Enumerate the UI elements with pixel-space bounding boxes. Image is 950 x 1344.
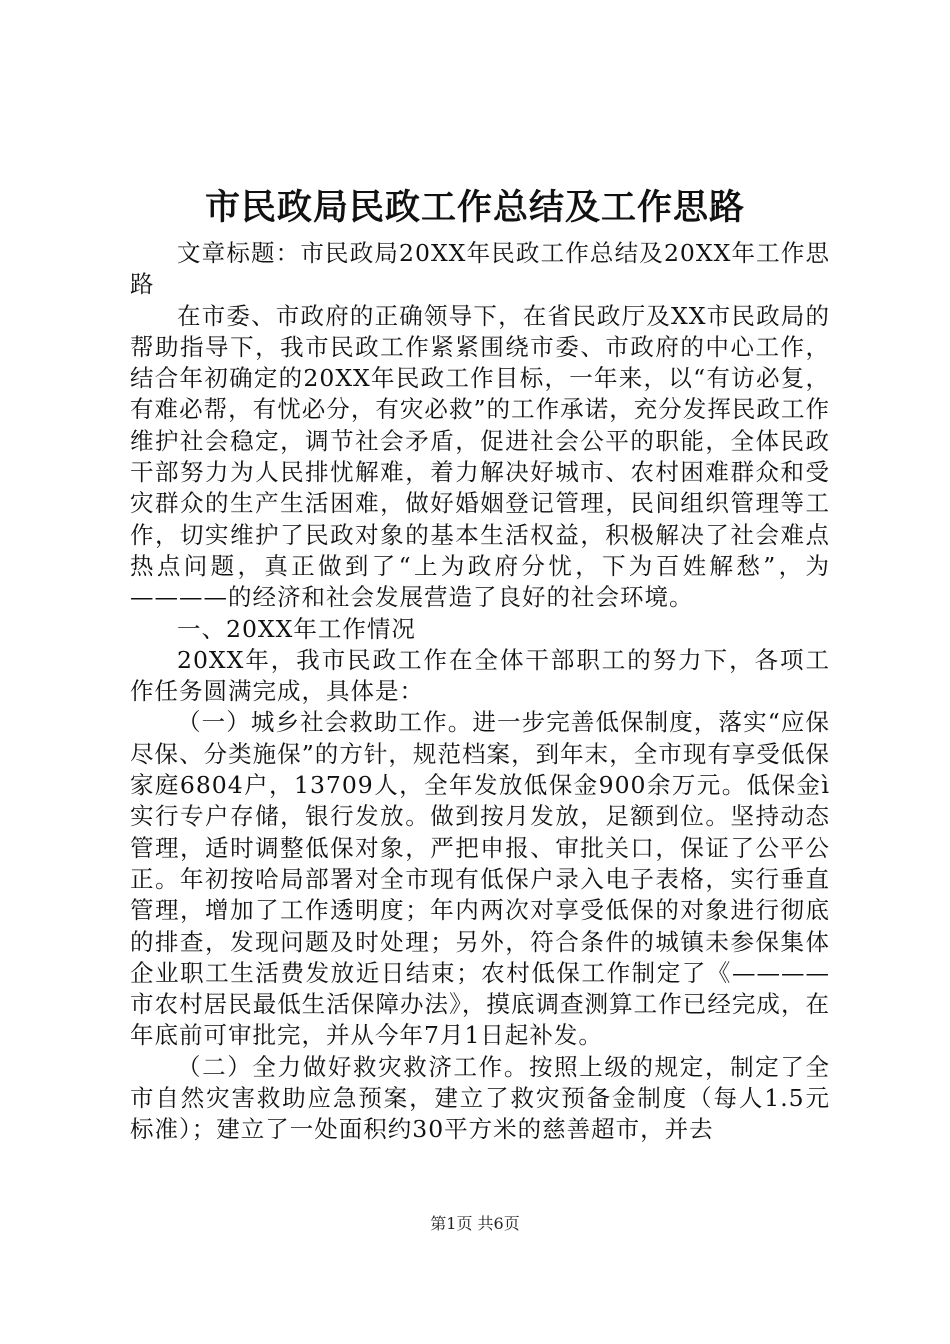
- page-footer: 第1页 共6页: [430, 1214, 520, 1233]
- paragraph-disaster-relief: （二）全力做好救灾救济工作。按照上级的规定，制定了全市自然灾害救助应急预案，建立了救灾预备金制度（每人1.5元标准）；建立了一处面积约30平方米的慈善超市，并去: [130, 1052, 830, 1144]
- document-body: [130, 238, 830, 1146]
- paragraph-overview: 20XX年，我市民政工作在全体干部职工的努力下，各项工作任务圆满完成，具体是：: [130, 645, 830, 706]
- paragraph-intro: 在市委、市政府的正确领导下，在省民政厅及XX市民政局的帮助指导下，我市民政工作紧紧围绕市委、市政府的中心工作，结合年初确定的20XX年民政工作目标，一年来，以“有访必复，有难必帮，有忧必分，有灾必救”的工作承诺，充分发挥民政工作维护社会稳定，调节社会矛盾，促进社会公平的职能，全体民政干部努力为人民排忧解难，着力解决好城市、农村困难群众和受灾群众的生产生活困难，做好婚姻登记管理，民间组织管理等工作，切实维护了民政对象的基本生活权益，积极解决了社会难点热点问题，真正做到了“上为政府分忧，下为百姓解愁”，为————的经济和社会发展营造了良好的社会环境。: [130, 301, 830, 612]
- paragraph-article-title: 文章标题：市民政局20XX年民政工作总结及20XX年工作思路: [130, 239, 830, 299]
- section-heading-work-status: 一、20XX年工作情况: [177, 614, 416, 643]
- document-title: 市民政局民政工作总结及工作思路: [204, 187, 745, 228]
- paragraph-social-assistance: （一）城乡社会救助工作。进一步完善低保制度，落实“应保尽保、分类施保”的方针，规范档案，到年末，全市现有享受低保家庭6804户，13709人，全年发放低保金900余万元。低保金ì实行专户存储，银行发放。做到按月发放，足额到位。坚持动态管理，适时调整低保对象，严把申报、审批关口，保证了公平公正。年初按哈局部署对全市现有低保户录入电子表格，实行垂直管理，增加了工作透明度；年内两次对享受低保的对象进行彻底的排查，发现问题及时处理；另外，符合条件的城镇未参保集体企业职工生活费发放近日结束；农村低保工作制定了《————市农村居民最低生活保障办法》，摸底调查测算工作已经完成，在年底前可审批完，并从今年7月1日起补发。: [130, 708, 830, 1050]
